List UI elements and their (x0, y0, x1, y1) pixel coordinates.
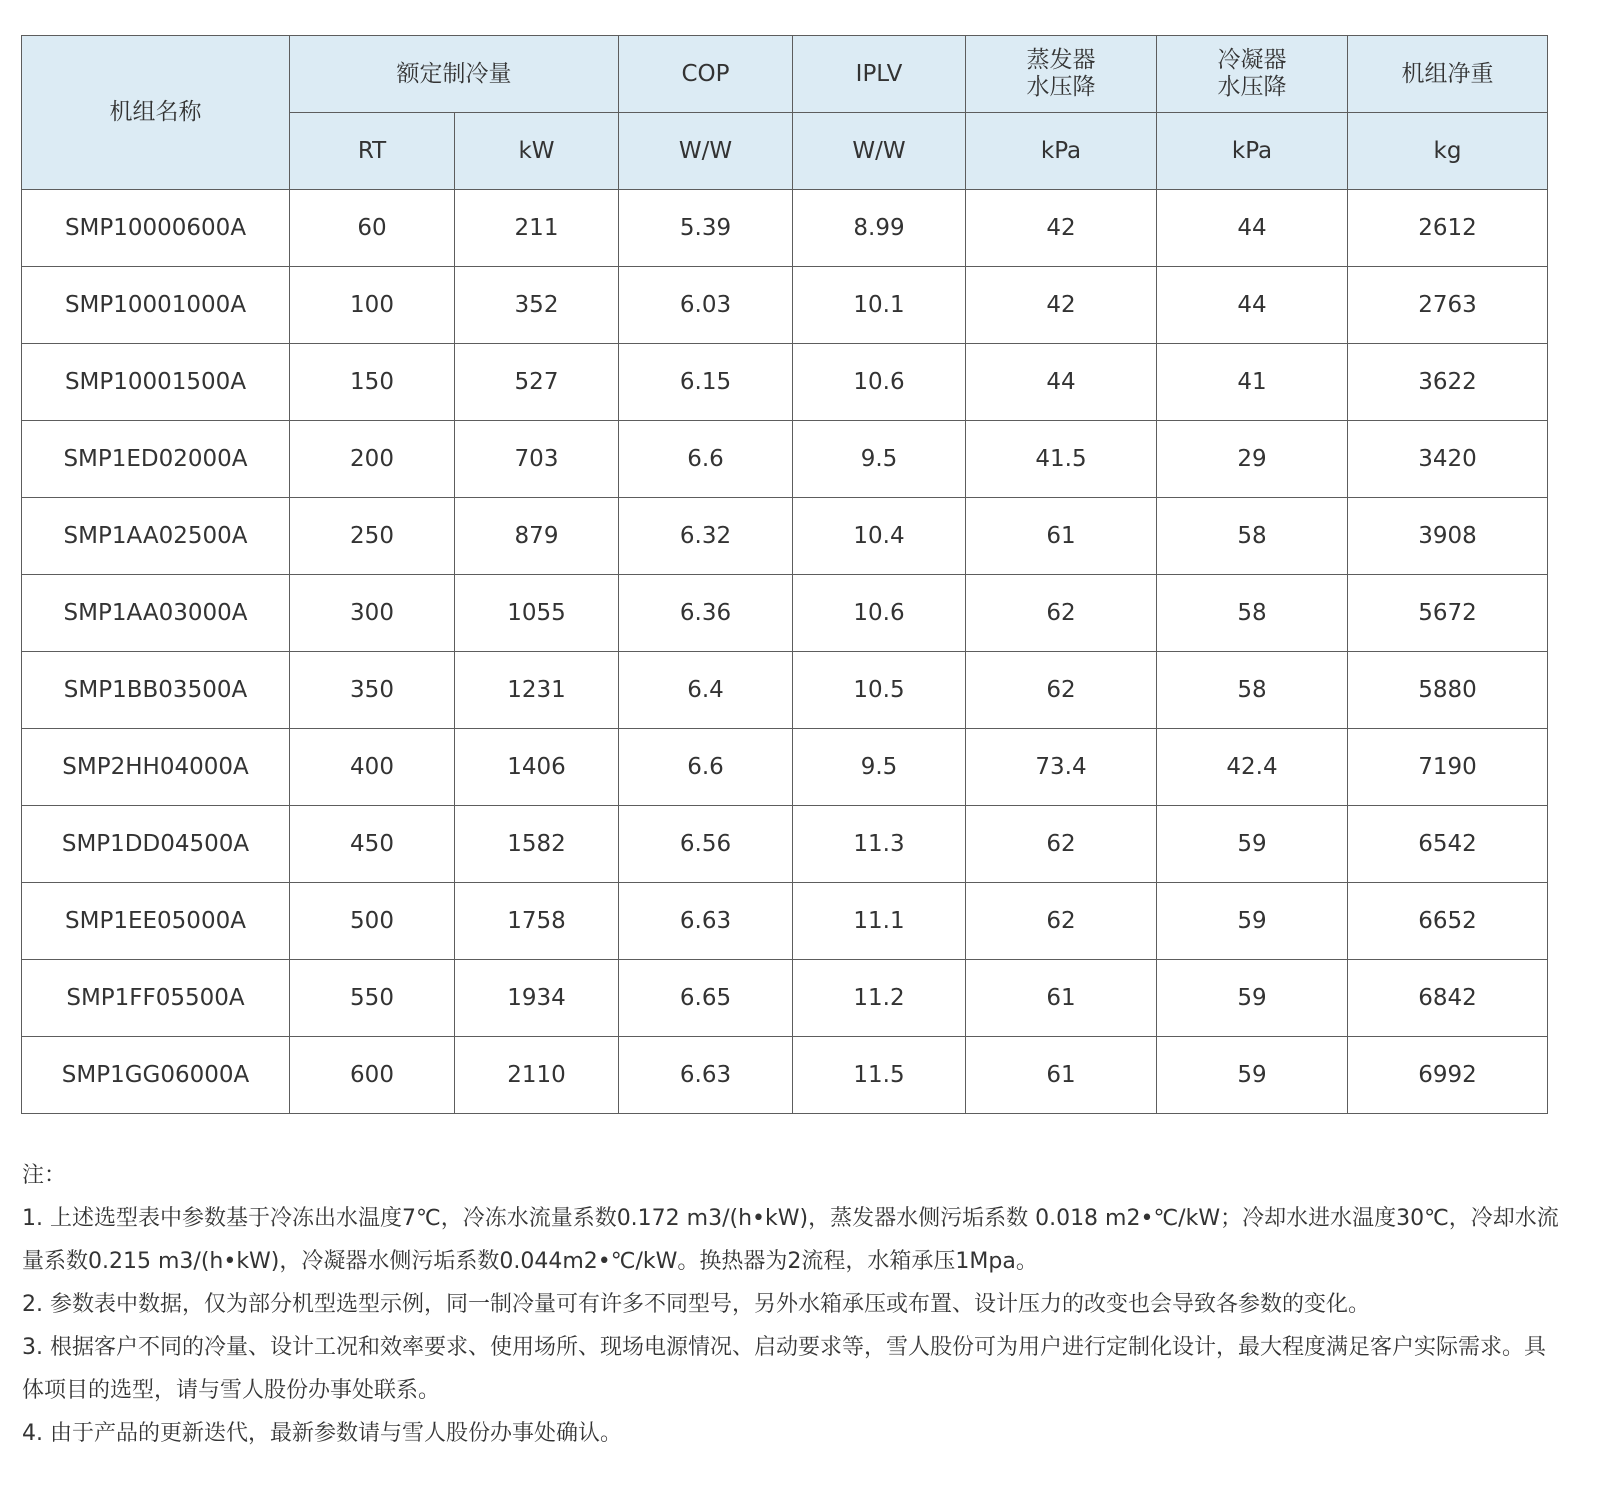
cell-evaporator-kpa: 61 (966, 1037, 1157, 1114)
cell-cop: 6.32 (619, 498, 793, 575)
cell-cop: 6.03 (619, 267, 793, 344)
cell-rt: 450 (290, 806, 455, 883)
cell-evaporator-kpa: 62 (966, 883, 1157, 960)
cell-weight: 5880 (1348, 652, 1548, 729)
cell-evaporator-kpa: 42 (966, 190, 1157, 267)
cell-kw: 1406 (455, 729, 619, 806)
header-condenser-line2: 水压降 (1217, 74, 1287, 100)
cell-kw: 1758 (455, 883, 619, 960)
unit-iplv: W/W (793, 113, 966, 190)
cell-model: SMP1ED02000A (22, 421, 290, 498)
table-row (22, 344, 1548, 421)
cell-cop: 6.56 (619, 806, 793, 883)
cell-kw: 1582 (455, 806, 619, 883)
cell-kw: 1934 (455, 960, 619, 1037)
cell-iplv: 9.5 (793, 421, 966, 498)
notes-section (22, 1154, 1562, 1455)
cell-evaporator-kpa: 73.4 (966, 729, 1157, 806)
cell-weight: 6842 (1348, 960, 1548, 1037)
cell-cop: 6.15 (619, 344, 793, 421)
cell-weight: 7190 (1348, 729, 1548, 806)
header-condenser-line1: 冷凝器 (1217, 47, 1287, 73)
cell-iplv: 11.1 (793, 883, 966, 960)
cell-evaporator-kpa: 62 (966, 575, 1157, 652)
note-item-1: 1. 上述选型表中参数基于冷冻出水温度7℃，冷冻水流量系数0.172 m3/(h•kW)，蒸发器水侧污垢系数 0.018 m2•℃/kW；冷却水进水温度30℃，冷却水流量系数0.215 m3/(h•kW)，冷凝器水侧污垢系数0.044m2•℃/kW。换热器为2流程，水箱承压1Mpa。 (22, 1206, 1559, 1274)
cell-evaporator-kpa: 44 (966, 344, 1157, 421)
cell-condenser-kpa: 59 (1157, 1037, 1348, 1114)
header-net-weight: 机组净重 (1348, 36, 1548, 113)
cell-model: SMP1DD04500A (22, 806, 290, 883)
table-row (22, 729, 1548, 806)
cell-condenser-kpa: 58 (1157, 652, 1348, 729)
cell-rt: 400 (290, 729, 455, 806)
cell-rt: 250 (290, 498, 455, 575)
cell-model: SMP10001500A (22, 344, 290, 421)
cell-rt: 500 (290, 883, 455, 960)
cell-rt: 600 (290, 1037, 455, 1114)
cell-evaporator-kpa: 62 (966, 806, 1157, 883)
cell-cop: 6.63 (619, 1037, 793, 1114)
header-evaporator-line2: 水压降 (1026, 74, 1096, 100)
cell-cop: 6.65 (619, 960, 793, 1037)
header-iplv: IPLV (793, 36, 966, 113)
table-row (22, 267, 1548, 344)
cell-condenser-kpa: 42.4 (1157, 729, 1348, 806)
cell-iplv: 10.5 (793, 652, 966, 729)
cell-iplv: 10.1 (793, 267, 966, 344)
cell-evaporator-kpa: 41.5 (966, 421, 1157, 498)
cell-weight: 6542 (1348, 806, 1548, 883)
header-unit-name: 机组名称 (22, 36, 290, 190)
unit-evaporator-kpa: kPa (966, 113, 1157, 190)
cell-condenser-kpa: 59 (1157, 960, 1348, 1037)
table-row (22, 960, 1548, 1037)
cell-weight: 3908 (1348, 498, 1548, 575)
cell-condenser-kpa: 58 (1157, 575, 1348, 652)
cell-rt: 150 (290, 344, 455, 421)
unit-rt: RT (290, 113, 455, 190)
cell-weight: 5672 (1348, 575, 1548, 652)
cell-model: SMP2HH04000A (22, 729, 290, 806)
header-evaporator-line1: 蒸发器 (1026, 47, 1096, 73)
cell-iplv: 10.4 (793, 498, 966, 575)
cell-iplv: 11.3 (793, 806, 966, 883)
cell-model: SMP1FF05500A (22, 960, 290, 1037)
cell-rt: 100 (290, 267, 455, 344)
cell-kw: 527 (455, 344, 619, 421)
cell-rt: 60 (290, 190, 455, 267)
table-row (22, 575, 1548, 652)
cell-cop: 6.63 (619, 883, 793, 960)
cell-kw: 703 (455, 421, 619, 498)
cell-rt: 200 (290, 421, 455, 498)
unit-weight-kg: kg (1348, 113, 1548, 190)
cell-rt: 550 (290, 960, 455, 1037)
cell-evaporator-kpa: 62 (966, 652, 1157, 729)
table-row (22, 652, 1548, 729)
note-item-2: 2. 参数表中数据，仅为部分机型选型示例，同一制冷量可有许多不同型号，另外水箱承压或布置、设计压力的改变也会导致各参数的变化。 (22, 1292, 1370, 1317)
cell-evaporator-kpa: 42 (966, 267, 1157, 344)
cell-kw: 2110 (455, 1037, 619, 1114)
unit-kw: kW (455, 113, 619, 190)
cell-model: SMP1BB03500A (22, 652, 290, 729)
table-body (22, 190, 1548, 1114)
cell-model: SMP1GG06000A (22, 1037, 290, 1114)
cell-model: SMP10001000A (22, 267, 290, 344)
cell-condenser-kpa: 44 (1157, 267, 1348, 344)
table-header (22, 36, 1548, 190)
cell-evaporator-kpa: 61 (966, 960, 1157, 1037)
notes-title: 注： (22, 1163, 67, 1188)
cell-condenser-kpa: 29 (1157, 421, 1348, 498)
cell-evaporator-kpa: 61 (966, 498, 1157, 575)
cell-iplv: 11.2 (793, 960, 966, 1037)
cell-model: SMP10000600A (22, 190, 290, 267)
spec-table (21, 35, 1548, 1114)
cell-kw: 352 (455, 267, 619, 344)
cell-condenser-kpa: 59 (1157, 883, 1348, 960)
cell-weight: 2763 (1348, 267, 1548, 344)
cell-weight: 3622 (1348, 344, 1548, 421)
header-evaporator-pressure-drop (966, 36, 1157, 113)
cell-condenser-kpa: 41 (1157, 344, 1348, 421)
note-item-3: 3. 根据客户不同的冷量、设计工况和效率要求、使用场所、现场电源情况、启动要求等，雪人股份可为用户进行定制化设计，最大程度满足客户实际需求。具体项目的选型，请与雪人股份办事处联系。 (22, 1335, 1546, 1403)
table-row (22, 498, 1548, 575)
cell-weight: 6992 (1348, 1037, 1548, 1114)
header-cop: COP (619, 36, 793, 113)
cell-iplv: 10.6 (793, 575, 966, 652)
cell-iplv: 10.6 (793, 344, 966, 421)
header-rated-capacity: 额定制冷量 (290, 36, 619, 113)
unit-cop: W/W (619, 113, 793, 190)
cell-cop: 5.39 (619, 190, 793, 267)
cell-kw: 211 (455, 190, 619, 267)
table-row (22, 806, 1548, 883)
cell-condenser-kpa: 44 (1157, 190, 1348, 267)
unit-condenser-kpa: kPa (1157, 113, 1348, 190)
header-condenser-pressure-drop (1157, 36, 1348, 113)
cell-weight: 2612 (1348, 190, 1548, 267)
cell-cop: 6.4 (619, 652, 793, 729)
cell-iplv: 8.99 (793, 190, 966, 267)
cell-kw: 1231 (455, 652, 619, 729)
cell-model: SMP1AA02500A (22, 498, 290, 575)
cell-condenser-kpa: 59 (1157, 806, 1348, 883)
cell-iplv: 11.5 (793, 1037, 966, 1114)
table-row (22, 883, 1548, 960)
cell-weight: 3420 (1348, 421, 1548, 498)
cell-condenser-kpa: 58 (1157, 498, 1348, 575)
cell-cop: 6.6 (619, 729, 793, 806)
cell-cop: 6.6 (619, 421, 793, 498)
cell-model: SMP1AA03000A (22, 575, 290, 652)
cell-iplv: 9.5 (793, 729, 966, 806)
cell-kw: 1055 (455, 575, 619, 652)
table-row (22, 190, 1548, 267)
cell-model: SMP1EE05000A (22, 883, 290, 960)
cell-kw: 879 (455, 498, 619, 575)
cell-rt: 350 (290, 652, 455, 729)
cell-rt: 300 (290, 575, 455, 652)
header-row-main (22, 36, 1548, 113)
table-row (22, 1037, 1548, 1114)
cell-weight: 6652 (1348, 883, 1548, 960)
cell-cop: 6.36 (619, 575, 793, 652)
note-item-4: 4. 由于产品的更新迭代，最新参数请与雪人股份办事处确认。 (22, 1421, 622, 1446)
table-row (22, 421, 1548, 498)
